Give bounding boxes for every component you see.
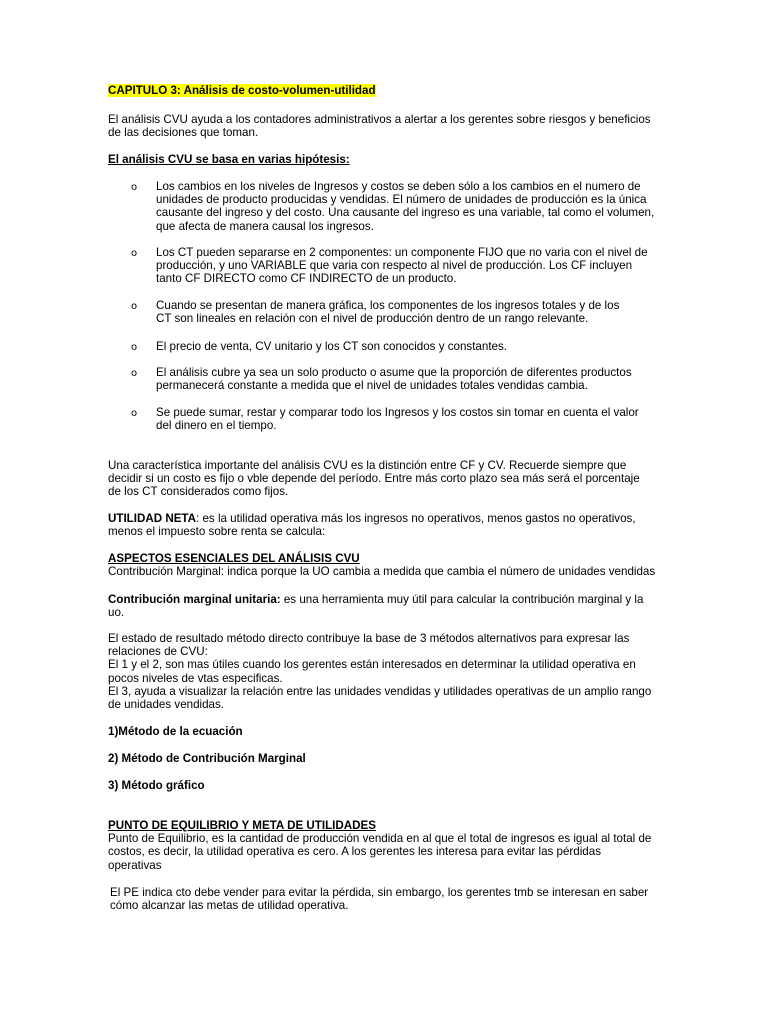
list-item-line: del dinero en el tiempo. bbox=[156, 419, 277, 433]
bullet-marker: o bbox=[131, 368, 138, 379]
paragraph-line: costos, es decir, la utilidad operativa es cero. A los gerentes les interesa para evitar las pérdidas bbox=[108, 845, 602, 859]
cmu-text: es una herramienta muy útil para calcular la contribución marginal y la bbox=[280, 593, 644, 606]
pe-section bbox=[108, 819, 664, 872]
list-item-line: tanto CF DIRECTO como CF INDIRECTO de un producto. bbox=[156, 272, 457, 286]
list-item-line: Cuando se presentan de manera gráfica, los componentes de los ingresos totales y de los bbox=[156, 299, 620, 312]
paragraph-line: El PE indica cto debe vender para evitar la pérdida, sin embargo, los gerentes tmb se interesan en saber bbox=[110, 886, 649, 899]
list-item-line: El análisis cubre ya sea un solo producto o asume que la proporción de diferentes productos bbox=[156, 366, 632, 379]
bullet-marker: o bbox=[131, 408, 138, 419]
aspects-section bbox=[108, 552, 664, 578]
list-item bbox=[156, 406, 656, 432]
list-item-line: CT son lineales en relación con el nivel de producción dentro de un rango relevante. bbox=[156, 312, 589, 326]
aspects-heading: ASPECTOS ESENCIALES DEL ANÁLISIS CVU bbox=[108, 552, 360, 565]
paragraph-line: operativas bbox=[108, 858, 162, 872]
paragraph-line: pocos niveles de vtas especificas. bbox=[108, 671, 283, 685]
list-item-line: Se puede sumar, restar y comparar todo los Ingresos y los costos sin tomar en cuenta el valor bbox=[156, 406, 639, 419]
chapter-title bbox=[108, 84, 664, 97]
chapter-title-highlight: CAPITULO 3: Análisis de costo-volumen-utilidad bbox=[108, 84, 376, 97]
utilidad-neta-text: : es la utilidad operativa más los ingresos no operativos, menos gastos no operativos, bbox=[196, 512, 636, 525]
method-item: 3) Método gráfico bbox=[108, 779, 205, 792]
paragraph-line: decidir si un costo es fijo o vble depende del período. Entre más corto plazo sea más será el porcentaje bbox=[108, 472, 640, 486]
paragraph-line: de los CT considerados como fijos. bbox=[108, 485, 289, 499]
pe-indica-paragraph bbox=[110, 886, 666, 912]
list-item-line: causante del ingreso y del costo. Una causante del ingreso es una variable, tal como el volumen, bbox=[156, 206, 655, 220]
characteristic-paragraph bbox=[108, 459, 664, 499]
paragraph-line: El 1 y el 2, son mas útiles cuando los gerentes están interesados en determinar la utilidad operativa en bbox=[108, 658, 636, 672]
list-item-line: producción, y uno VARIABLE que varia con respecto al nivel de producción. Los CF incluyen bbox=[156, 259, 633, 273]
intro-paragraph bbox=[108, 113, 664, 139]
estado-paragraph bbox=[108, 632, 664, 711]
bullet-marker: o bbox=[131, 248, 138, 259]
paragraph-line: menos el impuesto sobre renta se calcula: bbox=[108, 525, 326, 539]
list-item bbox=[156, 340, 656, 353]
list-item-line: Los cambios en los niveles de Ingresos y costos se deben sólo a los cambios en el numero de bbox=[156, 180, 641, 193]
paragraph-line: Una característica importante del análisis CVU es la distinción entre CF y CV. Recuerde siempre que bbox=[108, 459, 627, 472]
intro-line: El análisis CVU ayuda a los contadores administrativos a alertar a los gerentes sobre riesgos y beneficios bbox=[108, 113, 651, 126]
method-item: 2) Método de Contribución Marginal bbox=[108, 752, 306, 765]
paragraph-line bbox=[108, 593, 664, 606]
list-item-line: unidades de producto producidas y vendidas. El número de unidades de producción es la única bbox=[156, 193, 647, 207]
method-item: 1)Método de la ecuación bbox=[108, 725, 243, 738]
list-item-line: que afecta de manera causal los ingresos. bbox=[156, 219, 374, 233]
cmu-paragraph bbox=[108, 593, 664, 619]
utilidad-neta-label: UTILIDAD NETA bbox=[108, 512, 197, 525]
bullet-marker: o bbox=[131, 182, 138, 193]
list-item bbox=[156, 366, 656, 392]
paragraph-line: cómo alcanzar las metas de utilidad operativa. bbox=[110, 899, 349, 913]
paragraph-line: El 3, ayuda a visualizar la relación entre las unidades vendidas y utilidades operativas de un amplio rango bbox=[108, 684, 652, 698]
paragraph-line: Punto de Equilibrio, es la cantidad de producción vendida en al que el total de ingresos es igual al total de bbox=[108, 832, 652, 846]
bullet-marker: o bbox=[131, 342, 138, 353]
paragraph-line: El estado de resultado método directo contribuye la base de 3 métodos alternativos para expresar las bbox=[108, 632, 630, 645]
hypotheses-heading-text: El análisis CVU se basa en varias hipótesis: bbox=[108, 153, 350, 166]
utilidad-neta-paragraph bbox=[108, 512, 664, 538]
list-item-line: Los CT pueden separarse en 2 componentes: un componente FIJO que no varia con el nivel de bbox=[156, 246, 648, 259]
paragraph-line: de unidades vendidas. bbox=[108, 698, 225, 712]
paragraph-line: relaciones de CVU: bbox=[108, 645, 208, 659]
hypotheses-heading bbox=[108, 153, 664, 166]
list-item-line: El precio de venta, CV unitario y los CT son conocidos y constantes. bbox=[156, 340, 507, 353]
pe-heading: PUNTO DE EQUILIBRIO Y META DE UTILIDADES bbox=[108, 819, 376, 832]
paragraph-line bbox=[108, 512, 664, 525]
list-item bbox=[156, 246, 656, 286]
list-item-line: permanecerá constante a medida que el nivel de unidades totales vendidas cambia. bbox=[156, 379, 588, 393]
cmu-label: Contribución marginal unitaria: bbox=[108, 593, 281, 606]
list-item bbox=[156, 299, 656, 325]
intro-line: de las decisiones que toman. bbox=[108, 126, 259, 140]
list-item bbox=[156, 180, 656, 233]
bullet-marker: o bbox=[131, 301, 138, 312]
paragraph-line: uo. bbox=[108, 606, 125, 620]
contribucion-marginal-text: Contribución Marginal: indica porque la UO cambia a medida que cambia el número de unidades vendidas bbox=[108, 565, 656, 579]
